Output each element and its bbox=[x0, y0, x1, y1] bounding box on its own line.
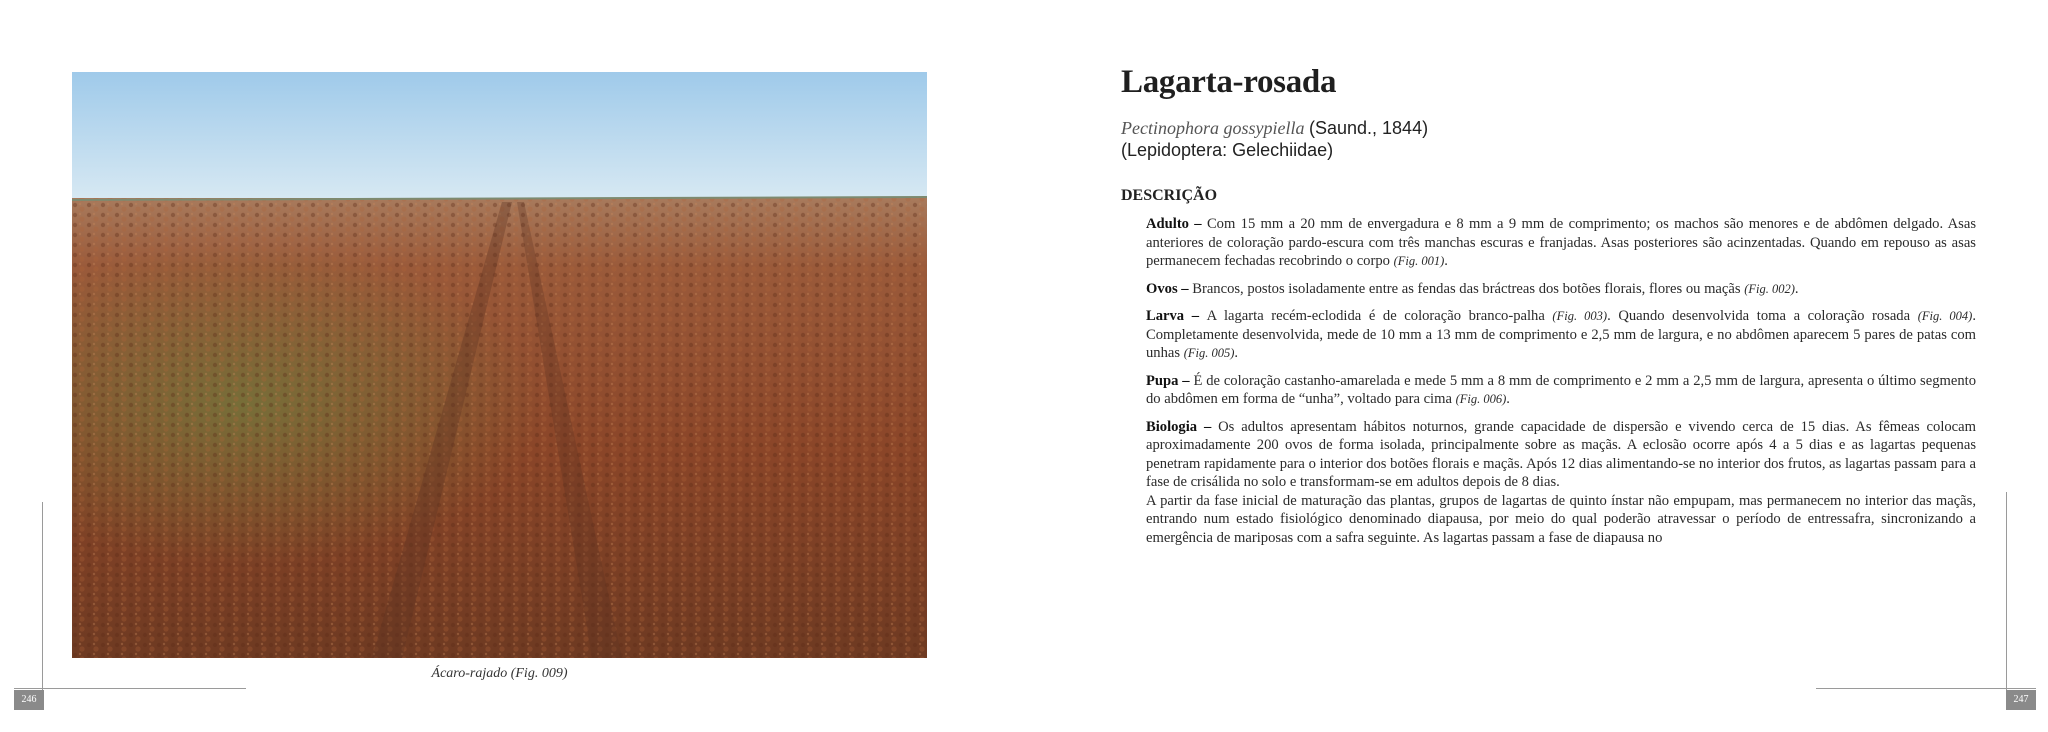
right-page-number: 247 bbox=[2006, 690, 2036, 710]
page-title: Lagarta-rosada bbox=[1121, 64, 1337, 100]
cotton-field-photo bbox=[72, 72, 927, 658]
figure-reference: (Fig. 005) bbox=[1183, 346, 1235, 360]
entry-text: . Completamente desenvolvida, mede de 10 mm a 13 mm de comprimento e 2,5 mm de largura, e no abdômen aparecem 5 pares de patas com unhas bbox=[1146, 308, 1976, 361]
entry-biologia bbox=[1146, 418, 1976, 492]
entry-label: Larva – bbox=[1146, 308, 1207, 324]
entry-end: . bbox=[1794, 280, 1799, 297]
left-page-number: 246 bbox=[14, 690, 44, 710]
description-body bbox=[1146, 215, 1976, 556]
figure-reference: (Fig. 006) bbox=[1455, 392, 1507, 406]
entry-text: É de coloração castanho-amarelada e mede 5 mm a 8 mm de comprimento e 2 mm a 2,5 mm de largura, apresenta o último segmento do abdômen em forma de “unha”, voltado para cima bbox=[1146, 372, 1976, 407]
figure-reference: (Fig. 004) bbox=[1917, 309, 1973, 323]
entry-text: A lagarta recém-eclodida é de coloração branco-palha bbox=[1206, 308, 1553, 324]
species-author: (Saund., 1844) bbox=[1308, 118, 1429, 138]
taxonomy-line: (Lepidoptera: Gelechiidae) bbox=[1121, 140, 1334, 160]
species-line bbox=[1121, 117, 1428, 139]
entry-label: Adulto – bbox=[1146, 216, 1207, 232]
field-landscape-image bbox=[72, 72, 927, 658]
entry-text: . Quando desenvolvida toma a coloração rosada bbox=[1607, 308, 1918, 324]
right-footer-rule bbox=[1816, 688, 2036, 689]
entry-ovos bbox=[1146, 280, 1976, 299]
entry-end: . bbox=[1444, 253, 1448, 269]
entry-end: . bbox=[1234, 345, 1239, 361]
figure-reference: (Fig. 001) bbox=[1393, 254, 1445, 268]
entry-pupa bbox=[1146, 372, 1976, 409]
section-heading: DESCRIÇÃO bbox=[1121, 187, 1218, 204]
entry-larva bbox=[1146, 307, 1976, 363]
scientific-name-block bbox=[1121, 117, 1428, 161]
entry-label: Pupa – bbox=[1146, 372, 1194, 389]
entry-biologia-continuation: A partir da fase inicial de maturação das plantas, grupos de lagartas de quinto ínstar não empupam, mas permanecem no interior das maçãs, entrando num estado fisiológico denominado diapausa, por meio do qual poderão atravessar o período de entressafra, sincronizando a emergência de mariposas com a safra seguinte. As lagartas passam a fase de diapausa no bbox=[1146, 492, 1976, 546]
entry-text: Os adultos apresentam hábitos noturnos, grande capacidade de dispersão e vivendo cerca de 15 dias. As fêmeas colocam aproximadamente 200 ovos de forma isolada, principalmente sobre as maçãs. A eclosão ocorre após 4 a 5 dias e as lagartas pequenas penetram rapidamente para o interior dos botões florais e maçãs. Após 12 dias alimentando-se no interior dos frutos, as lagartas passam para a fase de crisálida no solo e transformam-se em adultos depois de 8 dias. bbox=[1146, 418, 1976, 490]
entry-text: Brancos, postos isoladamente entre as fendas das bráctreas dos botões florais, flores ou maçãs bbox=[1192, 280, 1745, 297]
left-footer-rule bbox=[14, 688, 246, 689]
scientific-name: Pectinophora gossypiella bbox=[1121, 118, 1305, 138]
entry-text: Com 15 mm a 20 mm de envergadura e 8 mm a 9 mm de comprimento; os machos são menores e de abdômen delgado. Asas anteriores de coloração pardo-escura com três manchas escuras e franjadas. Asas posteriores são acinzentadas. Quando em repouso as asas permanecem fechadas recobrindo o corpo bbox=[1146, 216, 1976, 269]
entry-label: Biologia – bbox=[1146, 418, 1219, 435]
left-margin-rule bbox=[42, 502, 43, 692]
entry-end: . bbox=[1506, 391, 1510, 407]
entry-adulto bbox=[1146, 215, 1976, 271]
photo-caption: Ácaro-rajado (Fig. 009) bbox=[431, 666, 568, 681]
figure-reference: (Fig. 003) bbox=[1552, 309, 1608, 323]
figure-reference: (Fig. 002) bbox=[1744, 281, 1795, 296]
entry-label: Ovos – bbox=[1146, 280, 1193, 297]
right-margin-rule bbox=[2006, 492, 2007, 692]
